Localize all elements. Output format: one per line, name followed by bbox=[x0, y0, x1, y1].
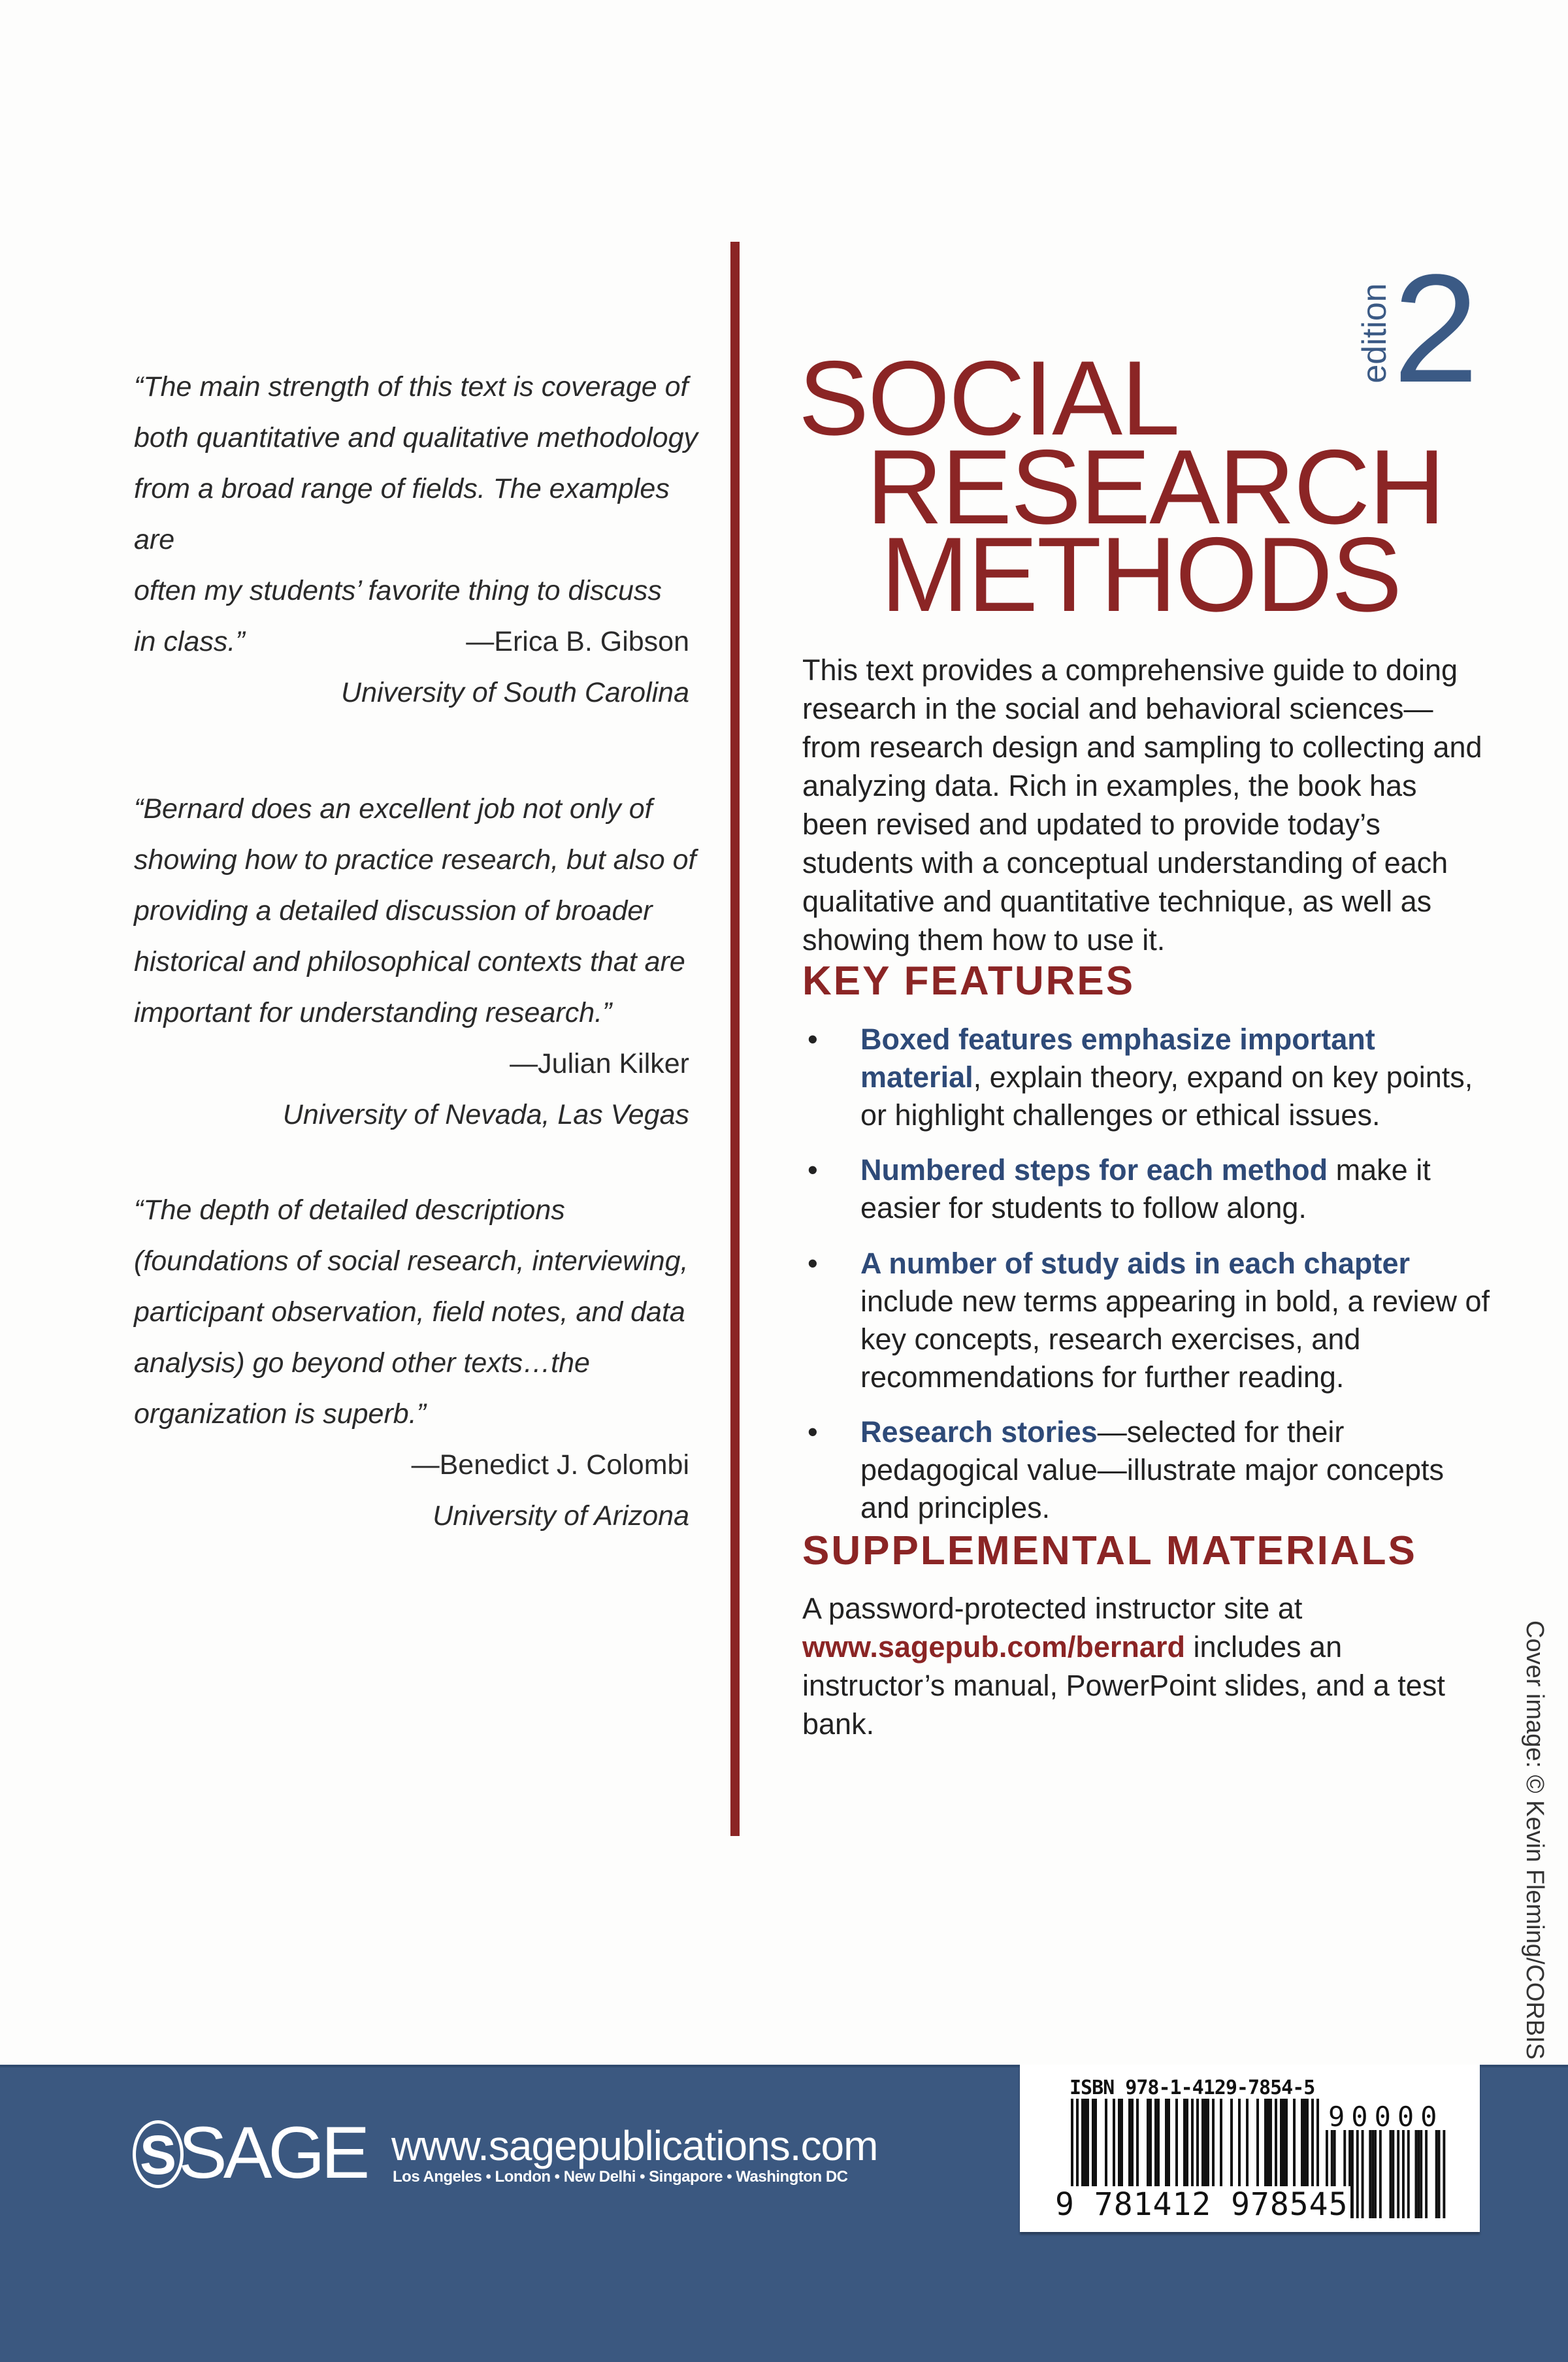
review-attribution-1 bbox=[341, 616, 689, 718]
barcode-bar bbox=[1084, 2099, 1086, 2190]
barcode-bar bbox=[1175, 2099, 1178, 2190]
barcode-bar bbox=[1118, 2099, 1120, 2190]
addon-bar bbox=[1435, 2130, 1438, 2218]
barcode-bar bbox=[1120, 2099, 1123, 2190]
sage-logo-mark-icon: S bbox=[133, 2120, 184, 2188]
barcode-bar bbox=[1113, 2099, 1115, 2190]
bullet-icon: • bbox=[808, 1247, 818, 1280]
feature-text: , explain theory, expand on key points, or highlight challenges or ethical issues. bbox=[860, 1060, 1473, 1132]
addon-bar bbox=[1390, 2130, 1392, 2218]
feature-text: include new terms appearing in bold, a review of key concepts, research exercises, and recommendations for further reading. bbox=[860, 1285, 1490, 1394]
publisher-url[interactable]: www.sagepublications.com bbox=[391, 2122, 878, 2169]
quote-line: often my students’ favorite thing to discuss bbox=[134, 575, 662, 606]
barcode-bar bbox=[1264, 2099, 1267, 2190]
barcode-bar bbox=[1303, 2099, 1306, 2190]
quote-line: participant observation, field notes, and data bbox=[134, 1296, 685, 1328]
quote-line: organization is superb.” bbox=[134, 1398, 426, 1430]
addon-bar bbox=[1417, 2130, 1420, 2218]
addon-bar bbox=[1374, 2130, 1377, 2218]
reviewer-name: —Erica B. Gibson bbox=[466, 626, 689, 657]
barcode-bar bbox=[1282, 2099, 1285, 2190]
feature-item bbox=[802, 1021, 1495, 1134]
addon-bar bbox=[1420, 2130, 1422, 2218]
barcode-bar bbox=[1230, 2099, 1233, 2190]
feature-text: —selected for their pedagogical value—illustrate major concepts and principles. bbox=[860, 1415, 1444, 1524]
barcode-bar bbox=[1092, 2099, 1094, 2190]
addon-bar bbox=[1407, 2130, 1410, 2218]
reviewer-name: —Julian Kilker bbox=[510, 1048, 689, 1079]
edition-label: edition bbox=[1356, 283, 1394, 384]
quote-line: “Bernard does an excellent job not only of bbox=[134, 793, 653, 825]
publisher-cities: Los Angeles • London • New Delhi • Singapore • Washington DC bbox=[393, 2168, 848, 2186]
supplemental-intro: A password-protected instructor site at bbox=[802, 1592, 1303, 1625]
review-quote-3 bbox=[134, 1185, 702, 1439]
cover-image-credit: Cover image: © Kevin Fleming/CORBIS bbox=[1521, 1620, 1548, 2060]
addon-bar bbox=[1438, 2130, 1441, 2218]
quote-line: showing how to practice research, but also of bbox=[134, 844, 696, 876]
quote-line: (foundations of social research, interviewing, bbox=[134, 1245, 689, 1277]
review-attribution-3 bbox=[412, 1439, 689, 1541]
addon-bar bbox=[1397, 2130, 1399, 2218]
barcode-bar bbox=[1086, 2099, 1089, 2190]
reviewer-institution: University of Arizona bbox=[433, 1500, 689, 1532]
addon-bar bbox=[1392, 2130, 1394, 2218]
reviewer-name: —Benedict J. Colombi bbox=[411, 1449, 689, 1481]
bullet-icon: • bbox=[808, 1415, 818, 1449]
barcode-box bbox=[1020, 2065, 1480, 2232]
barcode-bar bbox=[1285, 2099, 1288, 2190]
barcode-bar bbox=[1183, 2099, 1186, 2190]
addon-bar bbox=[1415, 2130, 1418, 2218]
isbn-label: ISBN 978-1-4129-7854-5 bbox=[1070, 2076, 1315, 2099]
feature-item bbox=[802, 1151, 1495, 1227]
bullet-icon: • bbox=[808, 1153, 818, 1187]
feature-text: make it easier for students to follow along. bbox=[860, 1153, 1431, 1224]
barcode-bar bbox=[1246, 2099, 1249, 2190]
addon-bar bbox=[1371, 2130, 1374, 2218]
quote-line: in class.” bbox=[134, 626, 245, 657]
addon-bar bbox=[1402, 2130, 1405, 2218]
barcode-bar bbox=[1186, 2099, 1188, 2190]
addon-bar bbox=[1379, 2130, 1382, 2218]
supplemental-rest: includes an instructor’s manual, PowerPoint slides, and a test bank. bbox=[802, 1630, 1445, 1741]
sage-logo bbox=[133, 2112, 367, 2193]
sage-logo-text: SAGE bbox=[178, 2112, 367, 2193]
barcode-bar bbox=[1280, 2099, 1282, 2190]
bullet-icon: • bbox=[808, 1023, 818, 1056]
barcode-bar bbox=[1147, 2099, 1149, 2190]
barcode-bar bbox=[1204, 2099, 1207, 2190]
barcode-bar bbox=[1207, 2099, 1209, 2190]
barcode-bar bbox=[1269, 2099, 1272, 2190]
price-addon-number: 90000 bbox=[1328, 2101, 1444, 2133]
barcode-bar bbox=[1238, 2099, 1241, 2190]
edition-number: 2 bbox=[1393, 242, 1479, 415]
title-line-1: SOCIAL bbox=[798, 339, 1179, 457]
quote-line: providing a detailed discussion of broader bbox=[134, 895, 653, 927]
quote-line: “The depth of detailed descriptions bbox=[134, 1194, 565, 1226]
barcode-bar bbox=[1293, 2099, 1296, 2190]
barcode-bar bbox=[1149, 2099, 1152, 2190]
barcode-bar bbox=[1256, 2099, 1259, 2190]
ean-number: 9 781412 978545 bbox=[1053, 2186, 1350, 2223]
feature-highlight: Boxed features emphasize important material bbox=[860, 1023, 1375, 1094]
quote-line: historical and philosophical contexts that are bbox=[134, 946, 685, 977]
quote-line: “The main strength of this text is coverage of bbox=[134, 371, 689, 402]
barcode-bar bbox=[1201, 2099, 1204, 2190]
barcode-bar bbox=[1301, 2099, 1303, 2190]
barcode-bar bbox=[1081, 2099, 1084, 2190]
feature-highlight: Research stories bbox=[860, 1415, 1098, 1449]
feature-item bbox=[802, 1413, 1495, 1527]
review-attribution-2 bbox=[283, 1038, 689, 1140]
barcode-bar bbox=[1105, 2099, 1107, 2190]
barcode-bar bbox=[1094, 2099, 1097, 2190]
addon-bar bbox=[1425, 2130, 1428, 2218]
quote-line: both quantitative and qualitative methodology bbox=[134, 422, 698, 453]
addon-bar bbox=[1443, 2130, 1445, 2218]
review-quote-2 bbox=[134, 783, 702, 1038]
supplemental-heading: SUPPLEMENTAL MATERIALS bbox=[802, 1528, 1417, 1573]
barcode-bar bbox=[1220, 2099, 1222, 2190]
barcode-bar bbox=[1157, 2099, 1160, 2190]
barcode-bar bbox=[1168, 2099, 1170, 2190]
addon-bar bbox=[1362, 2130, 1364, 2218]
feature-item bbox=[802, 1245, 1495, 1396]
barcode-bar bbox=[1275, 2099, 1277, 2190]
barcode-bar bbox=[1131, 2099, 1134, 2190]
addon-bar bbox=[1356, 2130, 1359, 2218]
key-features-heading: KEY FEATURES bbox=[802, 959, 1135, 1004]
title-line-3: METHODS bbox=[881, 516, 1401, 634]
vertical-divider bbox=[730, 242, 740, 1836]
barcode-bar bbox=[1154, 2099, 1157, 2190]
barcode-bar bbox=[1128, 2099, 1131, 2190]
feature-highlight: A number of study aids in each chapter bbox=[860, 1247, 1411, 1280]
barcode-bar bbox=[1165, 2099, 1168, 2190]
reviewer-institution: University of South Carolina bbox=[341, 677, 689, 708]
barcode-bar bbox=[1212, 2099, 1215, 2190]
title-line-2: RESEARCH bbox=[866, 428, 1445, 546]
book-description: This text provides a comprehensive guide to doing research in the social and behavioral sciences—from research design and sampling to collecting and analyzing data. Rich in examples, the book has been revised and updated to provide today’s students with a conceptual understanding of each qualitative and quantitative technique, as well as showing them how to use it. bbox=[802, 653, 1482, 957]
reviewer-institution: University of Nevada, Las Vegas bbox=[282, 1099, 689, 1130]
addon-bar bbox=[1369, 2130, 1371, 2218]
quote-line: from a broad range of fields. The examples are bbox=[134, 473, 670, 555]
quote-line: important for understanding research.” bbox=[134, 997, 612, 1028]
addon-bar bbox=[1351, 2130, 1354, 2218]
barcode-bar bbox=[1267, 2099, 1269, 2190]
supplemental-text bbox=[802, 1589, 1462, 1743]
feature-highlight: Numbered steps for each method bbox=[860, 1153, 1328, 1187]
barcode-bar bbox=[1306, 2099, 1309, 2190]
instructor-site-link[interactable]: www.sagepub.com/bernard bbox=[802, 1630, 1185, 1664]
quote-line: analysis) go beyond other texts…the bbox=[134, 1347, 590, 1379]
barcode-bar bbox=[1136, 2099, 1139, 2190]
